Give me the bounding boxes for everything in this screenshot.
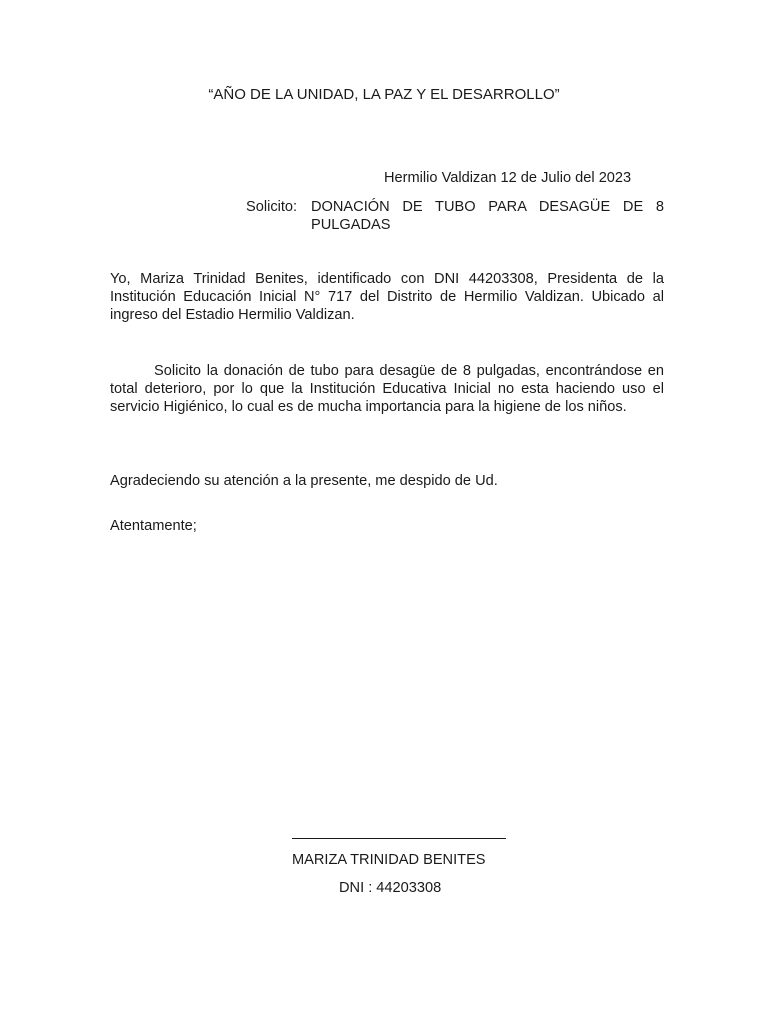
signature-line [292, 838, 506, 839]
document-heading: “AÑO DE LA UNIDAD, LA PAZ Y EL DESARROLLO” [208, 86, 560, 103]
signatory-id: DNI : 44203308 [339, 880, 442, 896]
signatory-name: MARIZA TRINIDAD BENITES [292, 852, 486, 868]
subject-line-1: DONACIÓN DE TUBO PARA DESAGÜE DE 8 [311, 199, 664, 215]
subject-text [311, 198, 664, 234]
subject-line-2: PULGADAS [311, 217, 391, 234]
request-paragraph: Solicito la donación de tubo para desagüe de 8 pulgadas, encontrándose en total deterioro, por lo que la Institución Educativa Inicial no esta haciendo uso el servicio Higiénico, lo cual es de mucha importancia para la higiene de los niños. [110, 363, 664, 416]
thanks-paragraph: Agradeciendo su atención a la presente, me despido de Ud. [110, 473, 498, 489]
closing-salutation: Atentamente; [110, 518, 197, 534]
introduction-paragraph: Yo, Mariza Trinidad Benites, identificado con DNI 44203308, Presidenta de la Institución Educación Inicial N° 717 del Distrito de Hermilio Valdizan. Ubicado al ingreso del Estadio Hermilio Valdizan. [110, 271, 664, 324]
subject-label: Solicito: [246, 199, 298, 215]
place-date: Hermilio Valdizan 12 de Julio del 2023 [384, 170, 632, 186]
